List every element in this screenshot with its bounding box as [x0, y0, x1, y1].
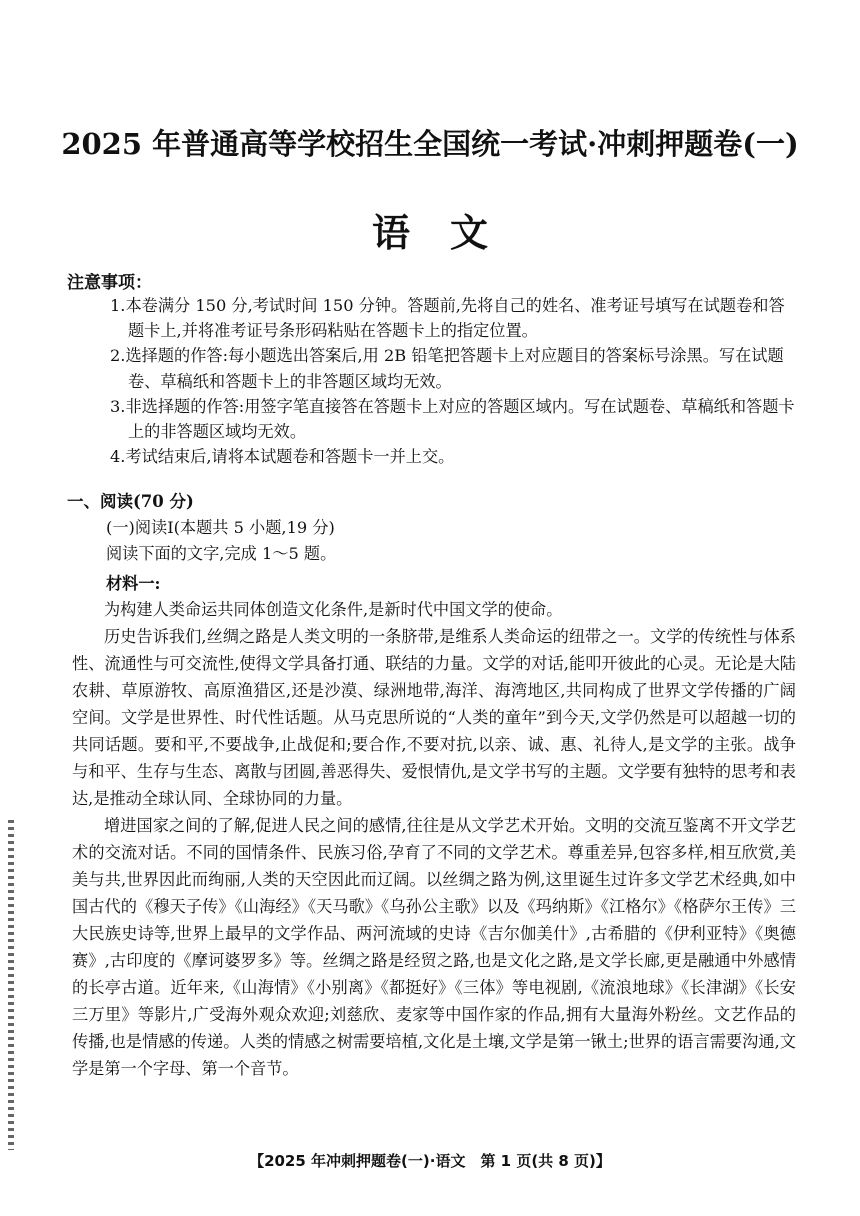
- reading-passage: [72, 596, 796, 1082]
- passage-paragraph: 历史告诉我们,丝绸之路是人类文明的一条脐带,是维系人类命运的纽带之一。文学的传统性与体系性、流通性与可交流性,使得文学具备打通、联结的力量。文学的对话,能叩开彼此的心灵。无论是大陆农耕、草原游牧、高原渔猎区,还是沙漠、绿洲地带,海洋、海湾地区,共同构成了世界文学传播的广阔空间。文学是世界性、时代性话题。从马克思所说的“人类的童年”到今天,文学仍然是可以超越一切的共同话题。要和平,不要战争,止战促和;要合作,不要对抗,以亲、诚、惠、礼待人,是文学的主张。战争与和平、生存与生态、离散与团圆,善恶得失、爱恨情仇,是文学书写的主题。文学要有独特的思考和表达,是推动全球认同、全球协同的力量。: [72, 627, 796, 808]
- section-heading: 一、阅读(70 分): [67, 492, 194, 511]
- notice-item: 2.选择题的作答:每小题选出答案后,用 2B 铅笔把答题卡上对应题目的答案标号涂黑。写在试题卷、草稿纸和答题卡上的非答题区域均无效。: [110, 346, 784, 391]
- exam-title: 2025 年普通高等学校招生全国统一考试·冲刺押题卷(一): [61, 127, 799, 161]
- notice-heading: 注意事项：: [67, 273, 152, 293]
- reading-instruction: 阅读下面的文字,完成 1～5 题。: [106, 544, 337, 563]
- notice-list: [110, 293, 800, 469]
- sub-section-heading: (一)阅读Ⅰ(本题共 5 小题,19 分): [106, 518, 335, 537]
- material-label: 材料一:: [106, 574, 161, 593]
- notice-item: 1.本卷满分 150 分,考试时间 150 分钟。答题前,先将自己的姓名、准考证号填写在试题卷和答题卡上,并将准考证号条形码粘贴在答题卡上的指定位置。: [110, 296, 785, 341]
- page-footer: 【2025 年冲刺押题卷(一)·语文 第 1 页(共 8 页)】: [249, 1152, 611, 1170]
- notice-item: 3.非选择题的作答:用签字笔直接答在答题卡上对应的答题区域内。写在试题卷、草稿纸和答题卡上的非答题区域均无效。: [110, 396, 795, 442]
- passage-paragraph: 为构建人类命运共同体创造文化条件,是新时代中国文学的使命。: [104, 600, 563, 619]
- subject-title: 语文: [371, 210, 528, 255]
- notice-item: 4.考试结束后,请将本试题卷和答题卡一并上交。: [110, 447, 455, 467]
- binding-edge-marks: [8, 820, 14, 1150]
- passage-paragraph: 增进国家之间的了解,促进人民之间的感情,往往是从文学艺术开始。文明的交流互鉴离不开文学艺术的交流对话。不同的国情条件、民族习俗,孕育了不同的文学艺术。尊重差异,包容多样,相互欣赏,美美与共,世界因此而绚丽,人类的天空因此而辽阔。以丝绸之路为例,这里诞生过许多文学艺术经典,如中国古代的《穆天子传》《山海经》《天马歌》《乌孙公主歌》以及《玛纳斯》《江格尔》《格萨尔王传》三大民族史诗等,世界上最早的文学作品、两河流域的史诗《吉尔伽美什》,古希腊的《伊利亚特》《奥德赛》,古印度的《摩诃婆罗多》等。丝绸之路是经贸之路,也是文化之路,是文学长廊,更是融通中外感情的长亭古道。近年来,《山海情》《小别离》《都挺好》《三体》等电视剧,《流浪地球》《长津湖》《长安三万里》等影片,广受海外观众欢迎;刘慈欣、麦家等中国作家的作品,拥有大量海外粉丝。文艺作品的传播,也是情感的传递。人类的情感之树需要培植,文化是土壤,文学是第一锹土;世界的语言需要沟通,文学是第一个字母、第一个音节。: [72, 816, 796, 1078]
